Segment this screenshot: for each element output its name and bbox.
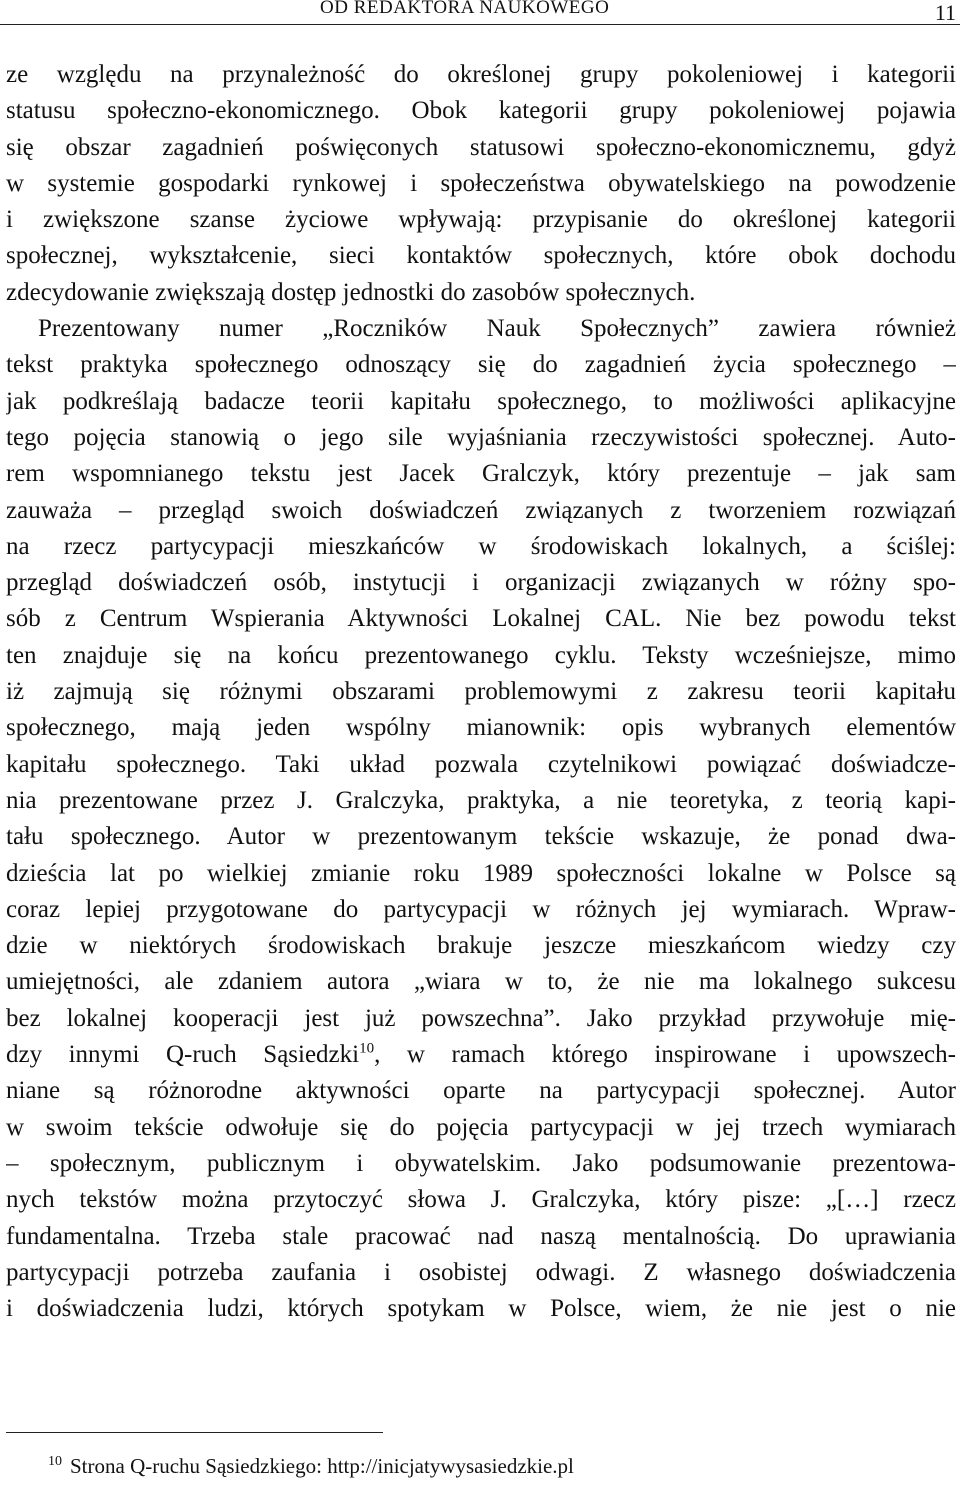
text-line: społecznego, mają jeden wspólny mianownik: opis wybranych elementów	[6, 714, 956, 742]
text-line: nia prezentowane przez J. Gralczyka, praktyka, a nie teoretyka, z teorią kapi-	[6, 786, 956, 814]
text-line: ze względu na przynależność do określonej grupy pokoleniowej i kategorii	[6, 61, 956, 88]
text-line: tego pojęcia stanowią o jego sile wyjaśniania rzeczywistości społecznej. Auto-	[6, 423, 956, 451]
text-line: zauważa – przegląd swoich doświadczeń związanych z tworzeniem rozwiązań	[6, 496, 956, 524]
text-line-with-footnote-ref	[6, 1037, 956, 1073]
text-line: fundamentalna. Trzeba stale pracować nad naszą mentalnością. Do uprawiania	[6, 1222, 956, 1250]
text-line: Prezentowany numer „Roczników Nauk Społecznych” zawiera również	[38, 315, 956, 343]
text-line: statusu społeczno-ekonomicznego. Obok kategorii grupy pokoleniowej pojawia	[6, 97, 956, 125]
text-line: – społecznym, publicznym i obywatelskim. Jako podsumowanie prezentowa-	[6, 1149, 956, 1177]
text-line: na rzecz partycypacji mieszkańców w środowiskach lokalnych, a ściślej:	[6, 532, 956, 560]
text-line: bez lokalnej kooperacji jest już powszechna”. Jako przykład przywołuje mię-	[6, 1004, 956, 1032]
text-line: dzie w niektórych środowiskach brakuje jeszcze mieszkańcom wiedzy czy	[6, 932, 956, 960]
footnote-text: Strona Q-ruchu Sąsiedzkiego: http://inicjatywysasiedzkie.pl	[70, 1454, 574, 1478]
footnote-separator	[6, 1432, 383, 1433]
text-line: się obszar zagadnień poświęconych statusowi społeczno-ekonomicznemu, gdyż	[6, 133, 956, 161]
page-header	[0, 0, 960, 30]
footnote-number: 10	[48, 1454, 62, 1469]
text-line: umiejętności, ale zdaniem autora „wiara w to, że nie ma lokalnego sukcesu	[6, 968, 956, 996]
text-line: i zwiększone szanse życiowe wpływają: przypisanie do określonej kategorii	[6, 206, 956, 234]
text-line: iż zajmują się różnymi obszarami problemowymi z zakresu teorii kapitału	[6, 678, 956, 706]
footnote-reference: 10	[359, 1040, 375, 1057]
footnote	[48, 1454, 574, 1479]
body-text	[6, 57, 956, 1327]
text-line: dzieścia lat po wielkiej zmianie roku 1989 społeczności lokalne w Polsce są	[6, 859, 956, 887]
text-line: i doświadczenia ludzi, których spotykam w Polsce, wiem, że nie jest o nie	[6, 1295, 956, 1323]
text-line: w swoim tekście odwołuje się do pojęcia partycypacji w jej trzech wymiarach	[6, 1113, 956, 1141]
running-head: OD REDAKTORA NAUKOWEGO	[320, 0, 610, 18]
text-line: ten znajduje się na końcu prezentowanego cyklu. Teksty wcześniejsze, mimo	[6, 641, 956, 669]
text-line: przegląd doświadczeń osób, instytucji i organizacji związanych w różny spo-	[6, 569, 956, 597]
text-line: sób z Centrum Wspierania Aktywności Lokalnej CAL. Nie bez powodu tekst	[6, 605, 956, 633]
text-line: w systemie gospodarki rynkowej i społeczeństwa obywatelskiego na powodzenie	[6, 169, 956, 197]
text-line: jak podkreślają badacze teorii kapitału społecznego, to możliwości aplikacyjne	[6, 387, 956, 415]
header-rule	[0, 24, 960, 25]
text-line: kapitału społecznego. Taki układ pozwala czytelnikowi powiązać doświadcze-	[6, 750, 956, 778]
text-line: coraz lepiej przygotowane do partycypacji w różnych jej wymiarach. Wpraw-	[6, 895, 956, 923]
text-line: społecznej, wykształcenie, sieci kontaktów społecznych, które obok dochodu	[6, 242, 956, 270]
text-line: rem wspomnianego tekstu jest Jacek Gralczyk, który prezentuje – jak sam	[6, 460, 956, 488]
text-line: partycypacji potrzeba zaufania i osobistej odwagi. Z własnego doświadczenia	[6, 1258, 956, 1286]
text-line: nych tekstów można przytoczyć słowa J. Gralczyka, który pisze: „[…] rzecz	[6, 1186, 956, 1214]
text-line: niane są różnorodne aktywności oparte na partycypacji społecznej. Autor	[6, 1077, 956, 1105]
text-segment: , w ramach którego inspirowane i upowszech-	[374, 1041, 956, 1069]
text-line: tału społecznego. Autor w prezentowanym tekście wskazuje, że ponad dwa-	[6, 823, 956, 851]
text-line: tekst praktyka społecznego odnoszący się do zagadnień życia społecznego –	[6, 351, 956, 379]
page-number: 11	[934, 0, 956, 25]
text-line: zdecydowanie zwiększają dostęp jednostki do zasobów społecznych.	[6, 278, 696, 306]
text-segment: dzy innymi Q-ruch Sąsiedzki	[6, 1041, 360, 1069]
